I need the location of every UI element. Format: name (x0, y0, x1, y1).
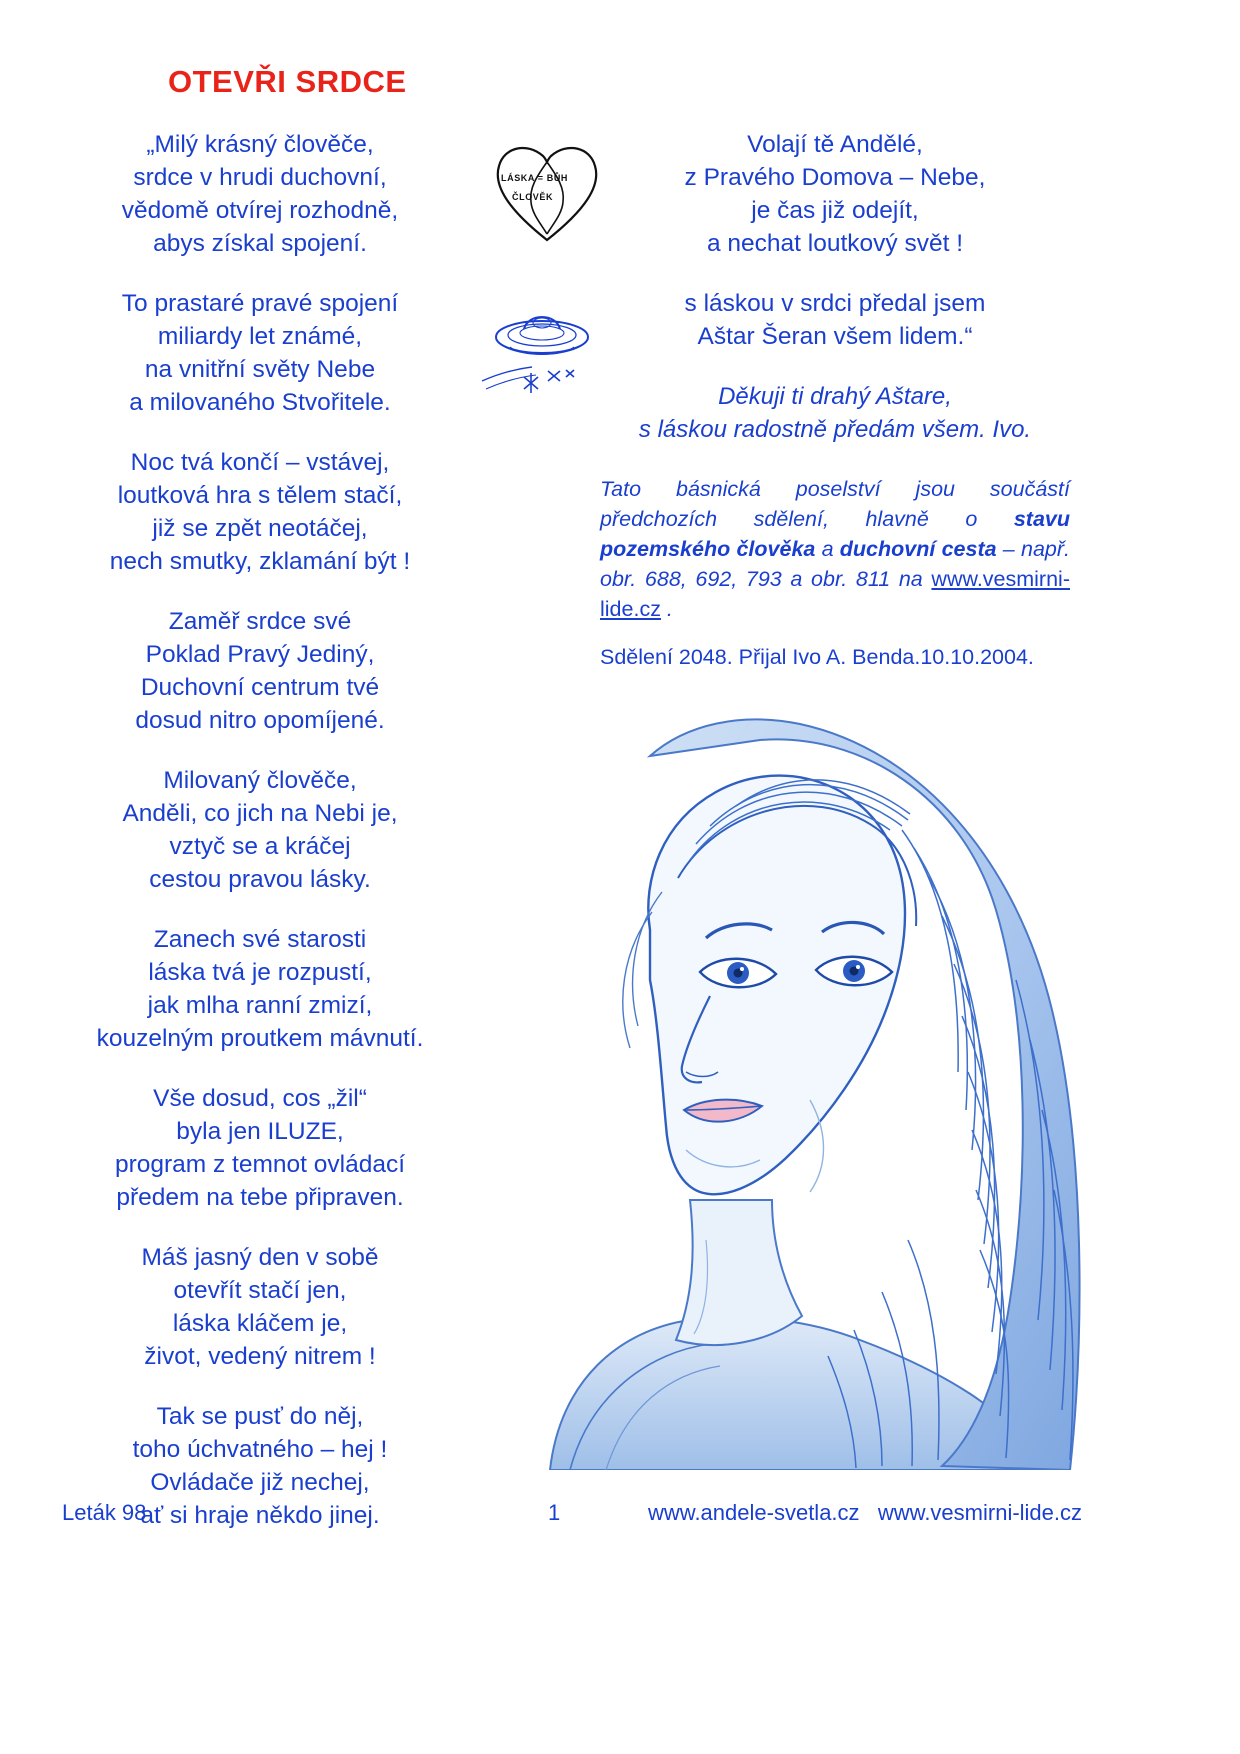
note-text-3: – např. obr. 688, 692, 793 a obr. 811 na (600, 537, 1070, 591)
poem-stanza (600, 287, 1070, 353)
poem-line: již se zpět neotáčej, (152, 515, 368, 542)
poem-stanza (60, 1082, 460, 1214)
poem-line: toho úchvatného – hej ! (132, 1436, 388, 1463)
footer-leaflet-number: Leták 98 (62, 1500, 147, 1525)
poem-line: s láskou v srdci předal jsem (684, 290, 986, 317)
poem-line: a milovaného Stvořitele. (129, 389, 391, 416)
thanks-line: Děkuji ti drahý Aštare, (718, 383, 952, 410)
poem-stanza (60, 923, 460, 1055)
heart-label-human: ČLOVĚK (512, 192, 554, 202)
poem-line: To prastaré pravé spojení (121, 290, 399, 317)
poem-line: Vše dosud, cos „žil“ (153, 1085, 367, 1112)
poem-stanza (60, 446, 460, 578)
poem-line: srdce v hrudi duchovní, (133, 164, 387, 191)
poem-line: ať si hraje někdo jinej. (140, 1502, 380, 1529)
poem-line: Anděli, co jich na Nebi je, (122, 800, 398, 827)
poem-left-column (60, 128, 460, 1532)
footer-websites: www.andele-svetla.cz www.vesmirni-lide.cz (648, 1500, 1083, 1525)
poem-line: „Milý krásný člověče, (146, 131, 374, 158)
poem-line: život, vedený nitrem ! (144, 1343, 376, 1370)
right-column (600, 128, 1070, 672)
poem-line: loutková hra s tělem stačí, (117, 482, 403, 509)
poem-line: Noc tvá končí – vstávej, (130, 449, 390, 476)
poem-stanza (60, 287, 460, 419)
poem-line: kouzelným proutkem mávnutí. (96, 1025, 424, 1052)
poem-line: z Pravého Domova – Nebe, (684, 164, 986, 191)
poem-line: láska tvá je rozpustí, (148, 959, 372, 986)
poem-line: Milovaný člověče, (163, 767, 357, 794)
poem-line: program z temnot ovládací (114, 1151, 406, 1178)
heart-label-love-god: LÁSKA = BŮH (501, 173, 569, 183)
poem-line: nech smutky, zklamání být ! (109, 548, 411, 575)
poem-line: miliardy let známé, (157, 323, 363, 350)
poem-line: dosud nitro opomíjené. (135, 707, 385, 734)
poem-line: byla jen ILUZE, (176, 1118, 344, 1145)
poem-line: a nechat loutkový svět ! (706, 230, 964, 257)
poem-line: vztyč se a kráčej (169, 833, 351, 860)
note-text-2: a (815, 537, 840, 561)
note-text-1: Tato básnická poselství jsou součástí předchozích sdělení, hlavně o (600, 477, 1070, 531)
poem-line: předem na tebe připraven. (116, 1184, 404, 1211)
heart-love-god-human-drawing (487, 130, 607, 250)
poem-line: vědomě otvírej rozhodně, (121, 197, 399, 224)
poem-stanza (600, 128, 1070, 260)
poem-line: Zaměř srdce své (168, 608, 352, 635)
note-text-end: . (660, 597, 673, 621)
poem-stanza (60, 1241, 460, 1373)
thanks-note (600, 380, 1070, 446)
poem-line: jak mlha ranní zmizí, (147, 992, 373, 1019)
poem-line: Aštar Šeran všem lidem.“ (697, 323, 973, 350)
poem-line: Máš jasný den v sobě (141, 1244, 379, 1271)
poem-line: otevřít stačí jen, (173, 1277, 347, 1304)
note-bold-2: duchovní cesta (839, 537, 997, 561)
poem-line: je čas již odejít, (751, 197, 919, 224)
source-reference: Sdělení 2048. Přijal Ivo A. Benda.10.10.2004. (600, 645, 1034, 669)
poem-stanza (60, 605, 460, 737)
ufo-spaceship-drawing (480, 285, 610, 410)
poem-line: abys získal spojení. (153, 230, 367, 257)
poem-line: Tak se pusť do něj, (156, 1403, 364, 1430)
poem-line: Volají tě Andělé, (747, 131, 923, 158)
woman-portrait-drawing (510, 680, 1090, 1470)
poem-line: láska kláčem je, (172, 1310, 348, 1337)
note-bold-1: stavu pozemského člověka (600, 507, 1070, 561)
poem-stanza (60, 764, 460, 896)
poem-line: cestou pravou lásky. (149, 866, 371, 893)
poem-stanza (60, 128, 460, 260)
poem-line: Poklad Pravý Jediný, (145, 641, 375, 668)
poem-line: Duchovní centrum tvé (140, 674, 380, 701)
vesmirni-lide-link[interactable]: www.vesmirni-lide.cz (600, 567, 1070, 621)
page-footer (0, 1500, 1240, 1540)
poem-line: Zanech své starosti (153, 926, 367, 953)
thanks-line: s láskou radostně předám všem. Ivo. (638, 416, 1032, 443)
explanatory-note (600, 474, 1070, 624)
page-title: OTEVŘI SRDCE (168, 64, 407, 99)
footer-page-number: 1 (548, 1500, 561, 1525)
poem-line: Ovládače již nechej, (150, 1469, 370, 1496)
poem-line: na vnitřní světy Nebe (144, 356, 376, 383)
